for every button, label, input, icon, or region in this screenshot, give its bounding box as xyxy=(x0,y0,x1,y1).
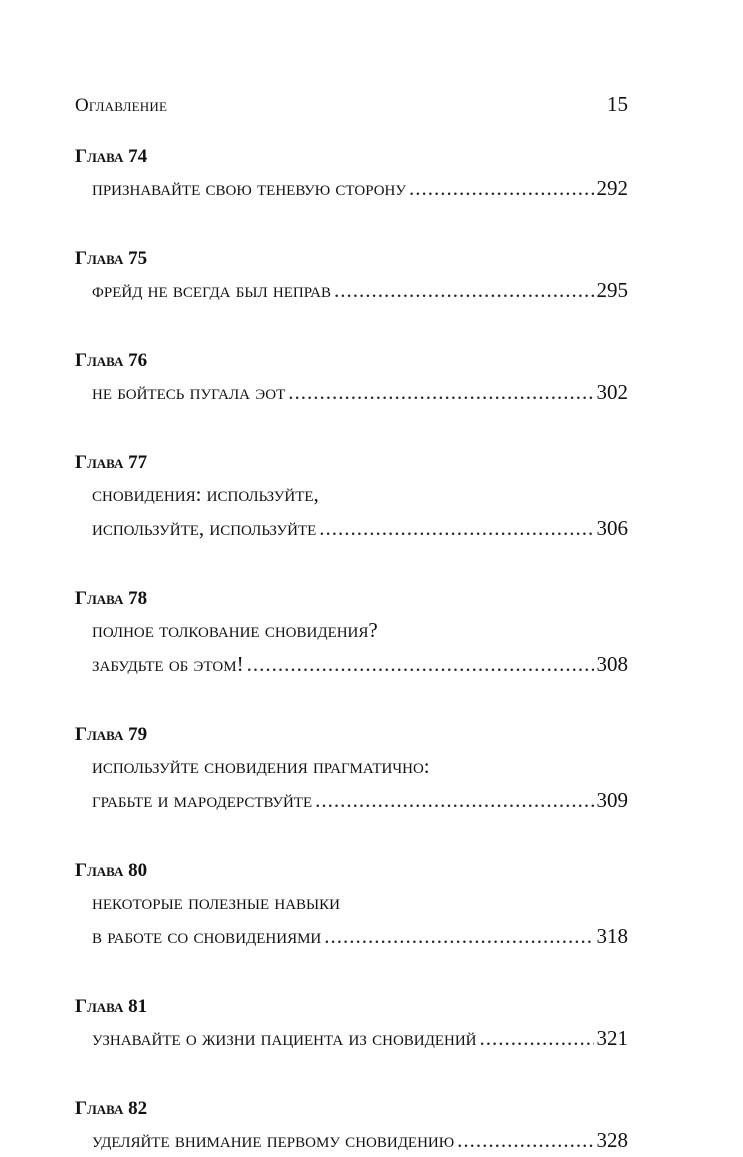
running-header-title: Оглавление xyxy=(75,95,168,116)
chapter-label: Глава 74 xyxy=(75,146,148,167)
dot-leader xyxy=(247,647,594,681)
chapter-title: уделяйте внимание первому сновидению xyxy=(92,1128,455,1152)
dot-leader xyxy=(319,511,593,545)
dot-leader xyxy=(334,273,594,307)
chapter-title-continued: используйте, используйте xyxy=(92,516,317,540)
toc-chapter-77 xyxy=(75,449,628,545)
chapter-title: используйте сновидения прагматично: xyxy=(92,754,430,778)
chapter-title: фрейд не всегда был неправ xyxy=(92,278,331,302)
chapter-page-number: 295 xyxy=(596,278,628,302)
chapter-page-number: 302 xyxy=(596,380,628,404)
chapter-label: Глава 80 xyxy=(75,860,148,881)
toc-entry-line xyxy=(75,749,628,783)
toc-chapter-82 xyxy=(75,1095,628,1157)
chapter-title: признавайте свою теневую сторону xyxy=(92,176,407,200)
chapter-title-continued: грабьте и мародерствуйте xyxy=(92,788,313,812)
chapter-title: не бойтесь пугала эот xyxy=(92,380,286,404)
dot-leader xyxy=(457,1123,593,1157)
chapter-label: Глава 75 xyxy=(75,248,148,269)
toc-entry-line xyxy=(75,885,628,919)
toc-entry-line xyxy=(75,783,628,817)
chapter-title: некоторые полезные навыки xyxy=(92,890,340,914)
toc-entry-line xyxy=(75,511,628,545)
toc-chapter-78 xyxy=(75,585,628,681)
toc-entry-line xyxy=(75,1021,628,1055)
dot-leader xyxy=(480,1021,594,1055)
chapter-page-number: 318 xyxy=(596,924,628,948)
toc-entry-line xyxy=(75,273,628,307)
chapter-label: Глава 77 xyxy=(75,452,148,473)
chapter-page-number: 306 xyxy=(596,516,628,540)
table-of-contents xyxy=(75,143,628,1157)
toc-chapter-76 xyxy=(75,347,628,409)
chapter-label: Глава 76 xyxy=(75,350,148,371)
chapter-title: полное толкование сновидения? xyxy=(92,618,378,642)
chapter-label: Глава 78 xyxy=(75,588,148,609)
toc-chapter-81 xyxy=(75,993,628,1055)
toc-chapter-75 xyxy=(75,245,628,307)
page-number: 15 xyxy=(607,92,628,116)
running-header xyxy=(75,92,628,122)
chapter-page-number: 292 xyxy=(596,176,628,200)
chapter-label: Глава 79 xyxy=(75,724,148,745)
toc-entry-line xyxy=(75,613,628,647)
chapter-label: Глава 81 xyxy=(75,996,148,1017)
dot-leader xyxy=(315,783,593,817)
dot-leader xyxy=(409,171,593,205)
chapter-title: узнавайте о жизни пациента из сновидений xyxy=(92,1026,477,1050)
toc-entry-line xyxy=(75,477,628,511)
chapter-page-number: 309 xyxy=(596,788,628,812)
toc-chapter-80 xyxy=(75,857,628,953)
toc-entry-line xyxy=(75,1123,628,1157)
toc-entry-line xyxy=(75,919,628,953)
chapter-title-continued: в работе со сновидениями xyxy=(92,924,322,948)
toc-entry-line xyxy=(75,171,628,205)
chapter-title: сновидения: используйте, xyxy=(92,482,319,506)
dot-leader xyxy=(324,919,593,953)
toc-entry-line xyxy=(75,647,628,681)
chapter-page-number: 321 xyxy=(596,1026,628,1050)
toc-chapter-79 xyxy=(75,721,628,817)
toc-chapter-74 xyxy=(75,143,628,205)
dot-leader xyxy=(288,375,593,409)
chapter-page-number: 328 xyxy=(596,1128,628,1152)
chapter-page-number: 308 xyxy=(596,652,628,676)
chapter-title-continued: забудьте об этом! xyxy=(92,652,244,676)
chapter-label: Глава 82 xyxy=(75,1098,148,1119)
toc-entry-line xyxy=(75,375,628,409)
